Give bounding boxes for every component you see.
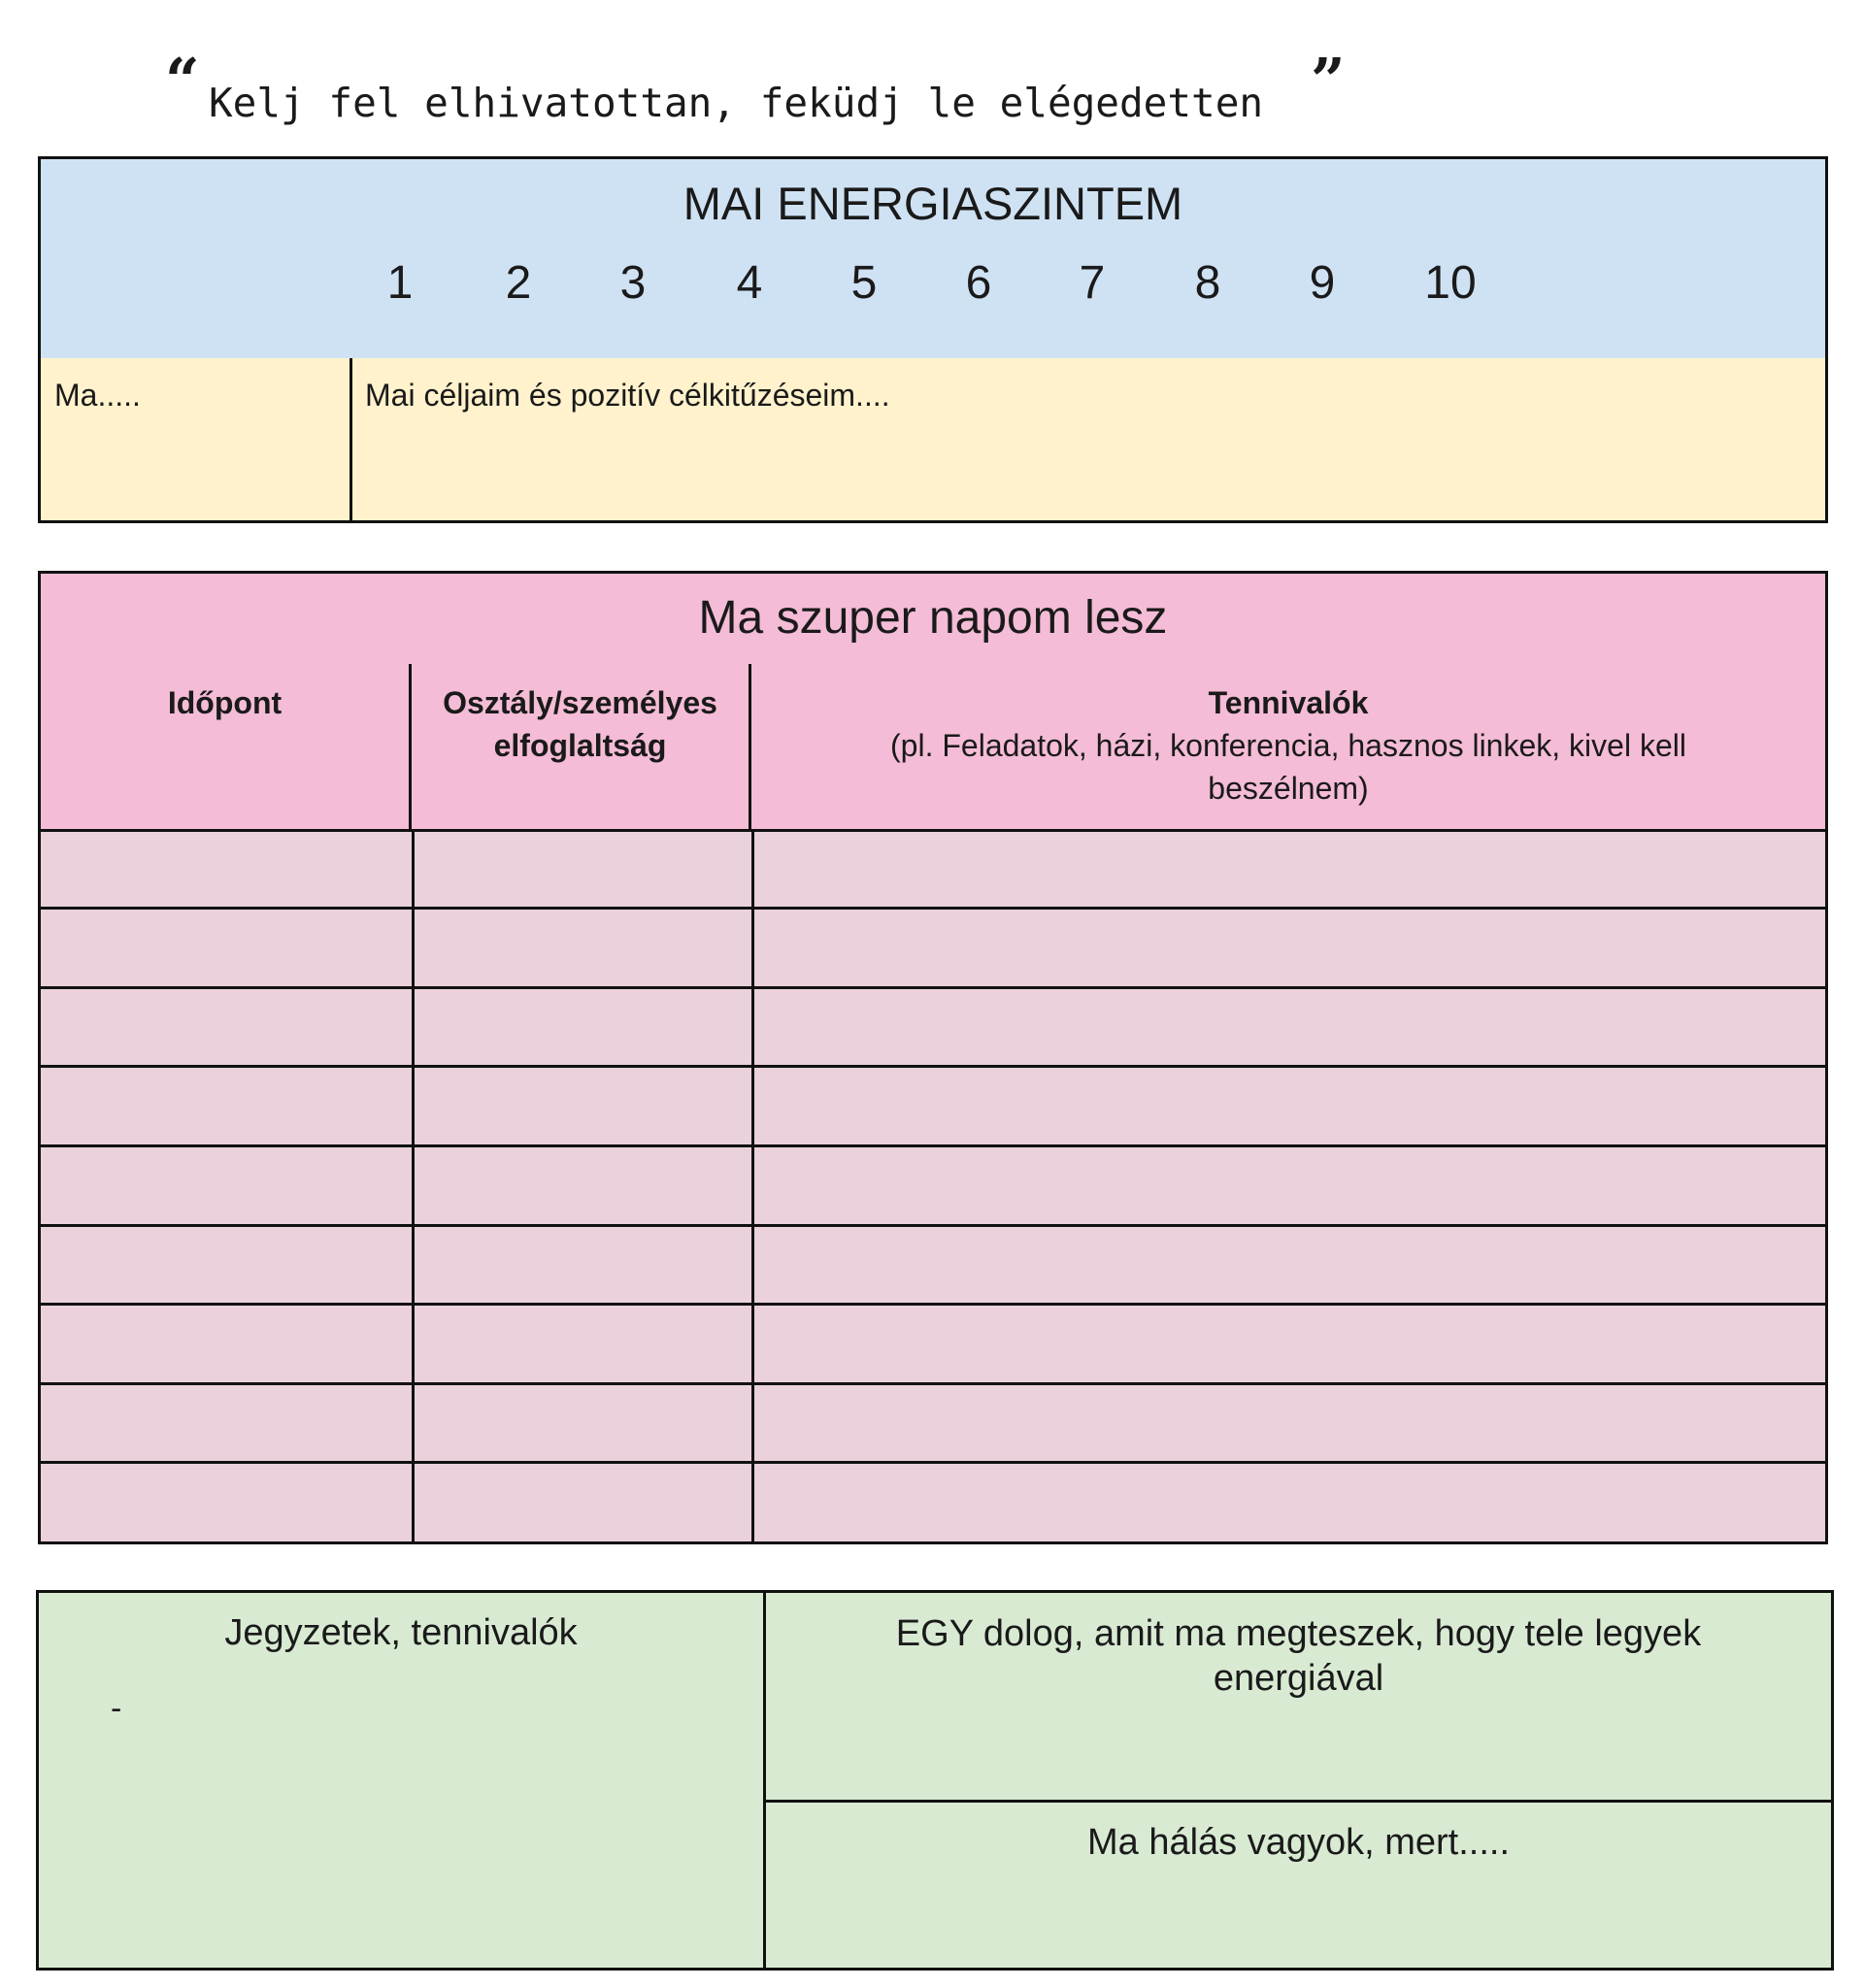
column-header-tasks bbox=[751, 664, 1825, 829]
energy-option-2[interactable]: 2 bbox=[505, 257, 532, 309]
energy-option-6[interactable]: 6 bbox=[965, 257, 992, 309]
energy-option-4[interactable]: 4 bbox=[736, 257, 763, 309]
time-cell[interactable] bbox=[41, 1385, 412, 1461]
time-cell[interactable] bbox=[41, 989, 412, 1065]
column-header-tasks-title: Tennivalók bbox=[1208, 685, 1369, 720]
time-cell[interactable] bbox=[41, 1465, 412, 1541]
column-header-class-line1: Osztály/személyes bbox=[443, 685, 717, 720]
notes-title: Jegyzetek, tennivalók bbox=[224, 1612, 578, 1653]
tasks-cell[interactable] bbox=[754, 911, 1825, 986]
energy-title: MAI ENERGIASZINTEM bbox=[682, 178, 1183, 229]
class-cell[interactable] bbox=[415, 911, 751, 986]
time-cell[interactable] bbox=[41, 831, 412, 907]
energy-header bbox=[41, 159, 1825, 361]
class-cell[interactable] bbox=[415, 1227, 751, 1303]
schedule-title: Ma szuper napom lesz bbox=[698, 592, 1168, 644]
today-cell[interactable] bbox=[41, 358, 352, 520]
close-quote-mark: ” bbox=[1311, 45, 1346, 116]
column-header-time bbox=[41, 664, 412, 829]
tasks-cell[interactable] bbox=[754, 1307, 1825, 1382]
column-header-time-label: Időpont bbox=[167, 685, 283, 720]
time-cell[interactable] bbox=[41, 1227, 412, 1303]
column-header-class bbox=[412, 664, 751, 829]
energy-option-1[interactable]: 1 bbox=[386, 257, 414, 309]
today-label: Ma..... bbox=[54, 378, 141, 413]
energy-option-3[interactable]: 3 bbox=[619, 257, 647, 309]
tasks-cell[interactable] bbox=[754, 1465, 1825, 1541]
class-cell[interactable] bbox=[415, 1069, 751, 1144]
class-cell[interactable] bbox=[415, 1385, 751, 1461]
tasks-cell[interactable] bbox=[754, 989, 1825, 1065]
grateful-cell[interactable] bbox=[766, 1803, 1831, 1968]
grateful-label: Ma hálás vagyok, mert..... bbox=[1086, 1822, 1511, 1863]
energy-option-5[interactable]: 5 bbox=[850, 257, 878, 309]
energy-notes-row bbox=[41, 358, 1825, 520]
notes-bullet: - bbox=[111, 1690, 122, 1727]
time-cell[interactable] bbox=[41, 1069, 412, 1144]
class-cell[interactable] bbox=[415, 1147, 751, 1223]
class-cell[interactable] bbox=[415, 831, 751, 907]
open-quote-mark: “ bbox=[165, 45, 200, 116]
energy-option-8[interactable]: 8 bbox=[1194, 257, 1221, 309]
energy-level-section bbox=[38, 156, 1828, 523]
schedule-header-row bbox=[41, 664, 1825, 832]
goals-label: Mai céljaim és pozitív célkitűzéseim.... bbox=[365, 378, 890, 413]
tasks-cell[interactable] bbox=[754, 1385, 1825, 1461]
time-cell[interactable] bbox=[41, 1147, 412, 1223]
energy-option-9[interactable]: 9 bbox=[1309, 257, 1336, 309]
schedule-table bbox=[38, 571, 1828, 1544]
class-cell[interactable] bbox=[415, 989, 751, 1065]
energy-option-7[interactable]: 7 bbox=[1079, 257, 1106, 309]
one-thing-cell[interactable] bbox=[766, 1593, 1831, 1803]
column-header-tasks-subtitle: (pl. Feladatok, házi, konferencia, hasznos linkek, kivel kell beszélnem) bbox=[890, 728, 1686, 807]
one-thing-label: EGY dolog, amit ma megteszek, hogy tele legyek energiával bbox=[895, 1613, 1702, 1699]
schedule-title-row bbox=[41, 574, 1825, 667]
class-cell[interactable] bbox=[415, 1465, 751, 1541]
motto-text: Kelj fel elhivatottan, feküdj le elégedetten bbox=[209, 80, 1264, 126]
notes-cell[interactable] bbox=[39, 1593, 766, 1968]
column-header-class-line2: elfoglaltság bbox=[493, 728, 667, 764]
tasks-cell[interactable] bbox=[754, 831, 1825, 907]
time-cell[interactable] bbox=[41, 911, 412, 986]
notes-section bbox=[36, 1590, 1834, 1971]
time-cell[interactable] bbox=[41, 1307, 412, 1382]
energy-option-10[interactable]: 10 bbox=[1424, 257, 1477, 309]
class-cell[interactable] bbox=[415, 1307, 751, 1382]
tasks-cell[interactable] bbox=[754, 1227, 1825, 1303]
tasks-cell[interactable] bbox=[754, 1069, 1825, 1144]
tasks-cell[interactable] bbox=[754, 1147, 1825, 1223]
